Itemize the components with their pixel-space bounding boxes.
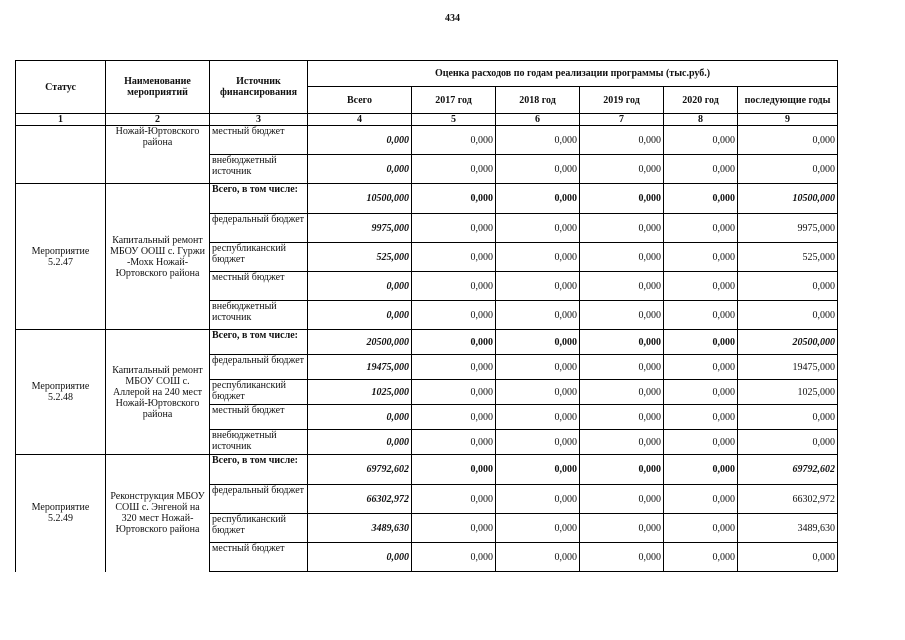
table-row <box>16 330 838 355</box>
cell-value: 0,000 <box>496 455 580 485</box>
status-cell: Мероприятие 5.2.49 <box>16 455 106 572</box>
cell-value: 0,000 <box>738 405 838 430</box>
cell-value: 0,000 <box>664 330 738 355</box>
cell-value: 0,000 <box>664 301 738 330</box>
cell-value: 0,000 <box>664 543 738 572</box>
cell-value: 0,000 <box>496 184 580 214</box>
cell-value: 0,000 <box>496 214 580 243</box>
col-index: 9 <box>738 114 838 126</box>
table-row <box>16 455 838 485</box>
cell-value: 66302,972 <box>738 485 838 514</box>
cell-total: 0,000 <box>308 430 412 455</box>
cell-value: 0,000 <box>412 380 496 405</box>
header-status: Статус <box>16 61 106 114</box>
header-name: Наименование мероприятий <box>106 61 210 114</box>
cell-value: 0,000 <box>412 330 496 355</box>
cell-value: 0,000 <box>496 405 580 430</box>
cell-total: 0,000 <box>308 272 412 301</box>
cell-value: 0,000 <box>496 301 580 330</box>
table-row <box>16 126 838 155</box>
event-name: Капитальный ремонт МБОУ СОШ с. Аллерой на 240 мест Ножай-Юртовского района <box>106 330 210 455</box>
funding-source: республиканский бюджет <box>210 380 308 405</box>
cell-value: 0,000 <box>580 243 664 272</box>
cell-value: 0,000 <box>412 272 496 301</box>
cell-value: 0,000 <box>412 543 496 572</box>
cell-value: 0,000 <box>412 301 496 330</box>
funding-source: республиканский бюджет <box>210 243 308 272</box>
event-name: Ножай-Юртовского района <box>106 126 210 184</box>
cell-value: 0,000 <box>664 272 738 301</box>
cell-value: 0,000 <box>496 514 580 543</box>
funding-source: местный бюджет <box>210 543 308 572</box>
cell-total: 3489,630 <box>308 514 412 543</box>
cell-value: 0,000 <box>580 272 664 301</box>
cell-value: 0,000 <box>664 184 738 214</box>
funding-source: местный бюджет <box>210 405 308 430</box>
cell-value: 10500,000 <box>738 184 838 214</box>
col-index: 5 <box>412 114 496 126</box>
header-2020: 2020 год <box>664 87 738 114</box>
cell-value: 525,000 <box>738 243 838 272</box>
cell-value: 0,000 <box>580 380 664 405</box>
cell-value: 0,000 <box>580 155 664 184</box>
cell-value: 0,000 <box>496 155 580 184</box>
budget-table <box>15 60 838 572</box>
cell-value: 0,000 <box>580 485 664 514</box>
funding-source: Всего, в том числе: <box>210 455 308 485</box>
event-name: Реконструкция МБОУ СОШ с. Энгеной на 320 мест Ножай-Юртовского района <box>106 455 210 572</box>
table-body <box>16 126 838 572</box>
cell-value: 0,000 <box>738 126 838 155</box>
funding-source: Всего, в том числе: <box>210 184 308 214</box>
cell-value: 0,000 <box>664 405 738 430</box>
cell-value: 0,000 <box>580 355 664 380</box>
cell-value: 0,000 <box>496 485 580 514</box>
cell-value: 0,000 <box>580 126 664 155</box>
cell-value: 0,000 <box>738 155 838 184</box>
cell-value: 0,000 <box>580 543 664 572</box>
col-index: 3 <box>210 114 308 126</box>
cell-value: 0,000 <box>412 514 496 543</box>
header-source: Источник финансирования <box>210 61 308 114</box>
cell-value: 0,000 <box>412 155 496 184</box>
header-2017: 2017 год <box>412 87 496 114</box>
cell-total: 66302,972 <box>308 485 412 514</box>
col-index: 1 <box>16 114 106 126</box>
cell-value: 3489,630 <box>738 514 838 543</box>
cell-total: 0,000 <box>308 126 412 155</box>
cell-value: 0,000 <box>412 405 496 430</box>
cell-value: 0,000 <box>412 485 496 514</box>
cell-value: 0,000 <box>496 380 580 405</box>
cell-value: 0,000 <box>412 126 496 155</box>
cell-total: 0,000 <box>308 405 412 430</box>
cell-total: 10500,000 <box>308 184 412 214</box>
cell-value: 20500,000 <box>738 330 838 355</box>
cell-value: 0,000 <box>664 514 738 543</box>
col-index: 7 <box>580 114 664 126</box>
funding-source: внебюджетный источник <box>210 430 308 455</box>
cell-value: 0,000 <box>664 355 738 380</box>
funding-source: местный бюджет <box>210 272 308 301</box>
cell-value: 0,000 <box>496 430 580 455</box>
cell-value: 0,000 <box>496 243 580 272</box>
cell-value: 0,000 <box>664 214 738 243</box>
cell-total: 19475,000 <box>308 355 412 380</box>
cell-value: 0,000 <box>664 430 738 455</box>
cell-value: 0,000 <box>664 155 738 184</box>
cell-value: 0,000 <box>412 214 496 243</box>
cell-value: 0,000 <box>412 355 496 380</box>
cell-value: 0,000 <box>496 355 580 380</box>
funding-source: федеральный бюджет <box>210 355 308 380</box>
event-name: Капитальный ремонт МБОУ ООШ с. Гуржи -Мохк Ножай-Юртовского района <box>106 184 210 330</box>
cell-value: 0,000 <box>580 405 664 430</box>
cell-value: 1025,000 <box>738 380 838 405</box>
cell-value: 0,000 <box>664 243 738 272</box>
page-number: 434 <box>445 13 460 24</box>
funding-source: республиканский бюджет <box>210 514 308 543</box>
cell-value: 0,000 <box>496 126 580 155</box>
cell-value: 0,000 <box>580 184 664 214</box>
table-row <box>16 184 838 214</box>
cell-value: 0,000 <box>412 430 496 455</box>
cell-value: 0,000 <box>738 543 838 572</box>
cell-value: 0,000 <box>664 126 738 155</box>
cell-value: 9975,000 <box>738 214 838 243</box>
funding-source: федеральный бюджет <box>210 485 308 514</box>
cell-value: 0,000 <box>580 214 664 243</box>
cell-total: 1025,000 <box>308 380 412 405</box>
cell-value: 0,000 <box>738 272 838 301</box>
cell-total: 525,000 <box>308 243 412 272</box>
cell-total: 0,000 <box>308 155 412 184</box>
cell-value: 0,000 <box>664 455 738 485</box>
cell-value: 0,000 <box>580 430 664 455</box>
cell-value: 69792,602 <box>738 455 838 485</box>
header-later: последующие годы <box>738 87 838 114</box>
cell-value: 0,000 <box>496 543 580 572</box>
header-2019: 2019 год <box>580 87 664 114</box>
cell-value: 19475,000 <box>738 355 838 380</box>
funding-source: местный бюджет <box>210 126 308 155</box>
cell-total: 20500,000 <box>308 330 412 355</box>
cell-value: 0,000 <box>738 430 838 455</box>
col-index: 6 <box>496 114 580 126</box>
header-total: Всего <box>308 87 412 114</box>
cell-value: 0,000 <box>580 330 664 355</box>
cell-value: 0,000 <box>664 380 738 405</box>
cell-value: 0,000 <box>664 485 738 514</box>
cell-total: 69792,602 <box>308 455 412 485</box>
funding-source: внебюджетный источник <box>210 155 308 184</box>
funding-source: федеральный бюджет <box>210 214 308 243</box>
status-cell <box>16 126 106 184</box>
col-index: 8 <box>664 114 738 126</box>
cell-total: 9975,000 <box>308 214 412 243</box>
status-cell: Мероприятие 5.2.47 <box>16 184 106 330</box>
cell-value: 0,000 <box>580 514 664 543</box>
cell-total: 0,000 <box>308 543 412 572</box>
header-estimate: Оценка расходов по годам реализации программы (тыс.руб.) <box>308 61 838 87</box>
cell-value: 0,000 <box>496 330 580 355</box>
cell-value: 0,000 <box>412 243 496 272</box>
funding-source: внебюджетный источник <box>210 301 308 330</box>
cell-value: 0,000 <box>580 301 664 330</box>
header-2018: 2018 год <box>496 87 580 114</box>
col-index: 2 <box>106 114 210 126</box>
cell-value: 0,000 <box>580 455 664 485</box>
cell-total: 0,000 <box>308 301 412 330</box>
status-cell: Мероприятие 5.2.48 <box>16 330 106 455</box>
funding-source: Всего, в том числе: <box>210 330 308 355</box>
cell-value: 0,000 <box>738 301 838 330</box>
cell-value: 0,000 <box>412 184 496 214</box>
cell-value: 0,000 <box>412 455 496 485</box>
cell-value: 0,000 <box>496 272 580 301</box>
col-index: 4 <box>308 114 412 126</box>
